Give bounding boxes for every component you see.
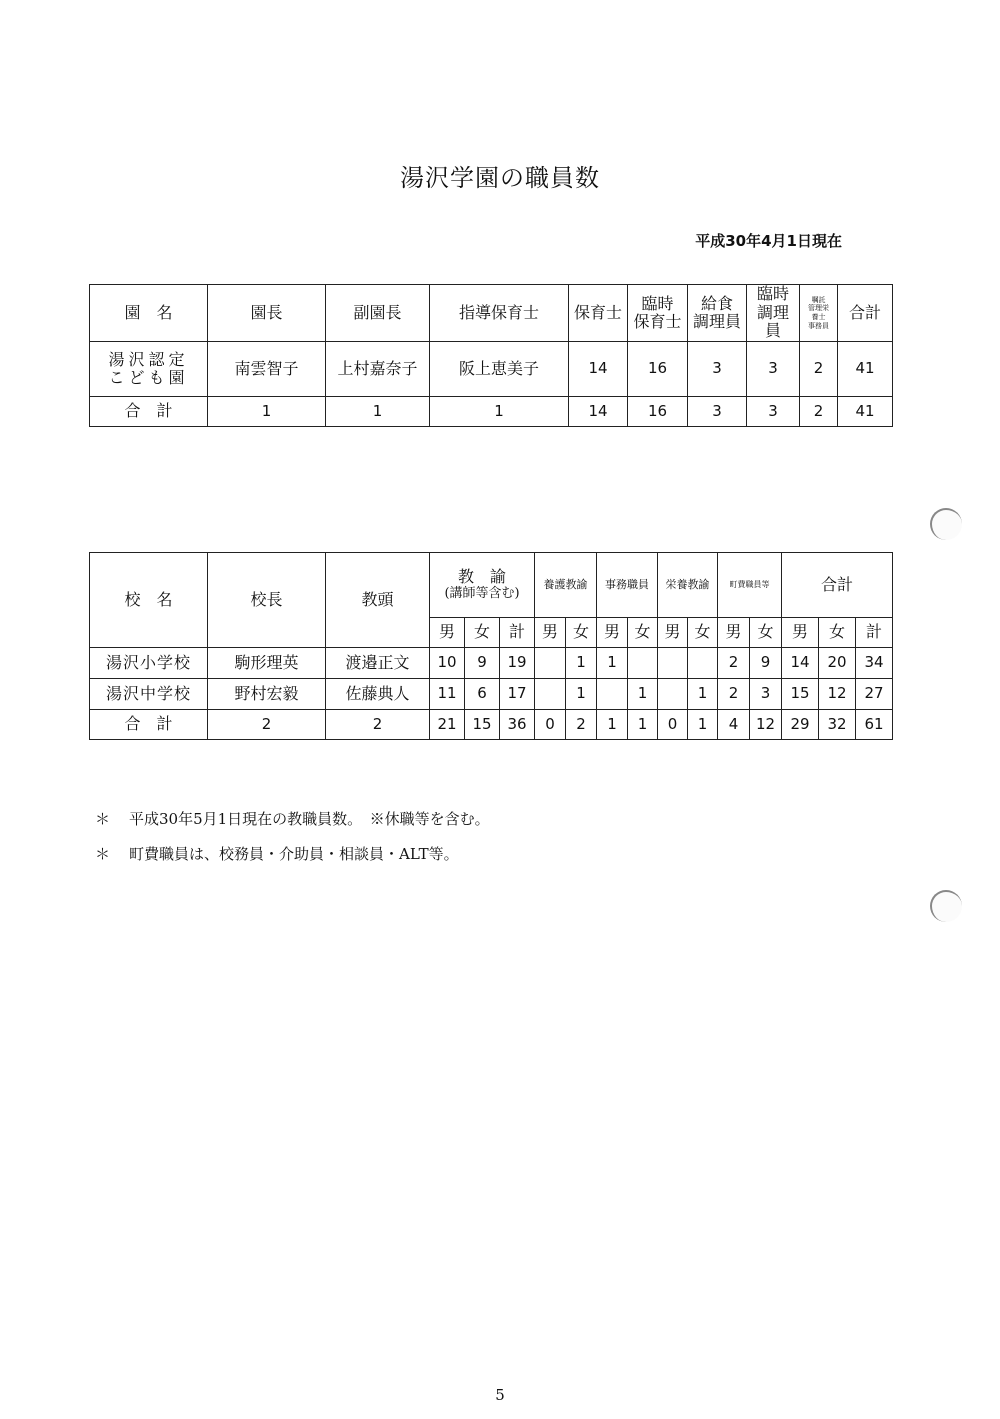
cell-nurse-female: 1 bbox=[566, 679, 597, 710]
header-principal: 校長 bbox=[208, 553, 326, 648]
cell-nurse-male bbox=[535, 648, 566, 679]
kindergarten-teacher: 14 bbox=[569, 342, 628, 397]
header-teachers-line1: 教 諭 bbox=[458, 567, 507, 587]
cell-total-sum: 34 bbox=[856, 648, 893, 679]
cell-town-male: 4 bbox=[718, 710, 750, 740]
cell-teacher-male: 10 bbox=[430, 648, 465, 679]
kindergarten-total-temp-cook: 3 bbox=[747, 397, 800, 427]
school-vice-principal: 渡邉正文 bbox=[326, 648, 430, 679]
cell-nutrition-female: 1 bbox=[688, 679, 718, 710]
kindergarten-total: 41 bbox=[838, 342, 893, 397]
cell-office-male: 1 bbox=[597, 710, 628, 740]
kindergarten-total-teacher: 14 bbox=[569, 397, 628, 427]
kindergarten-name bbox=[90, 342, 208, 397]
cell-town-male: 2 bbox=[718, 648, 750, 679]
table-row bbox=[90, 679, 893, 710]
header-temp-cook-line3: 員 bbox=[764, 321, 781, 341]
kindergarten-director: 南雲智子 bbox=[208, 342, 326, 397]
header-temp-cook-line1: 臨時 bbox=[756, 284, 789, 304]
header-cook-line1: 給食 bbox=[700, 293, 733, 313]
header-name: 園 名 bbox=[90, 285, 208, 342]
sub-total-female: 女 bbox=[819, 618, 856, 648]
cell-teacher-female: 15 bbox=[465, 710, 500, 740]
header-school-total: 合計 bbox=[782, 553, 893, 618]
school-total-label: 合 計 bbox=[90, 710, 208, 740]
cell-nutrition-female bbox=[688, 648, 718, 679]
header-temp-cook-line2: 調理 bbox=[756, 302, 789, 322]
cell-town-male: 2 bbox=[718, 679, 750, 710]
cell-nutrition-male bbox=[658, 648, 688, 679]
header-nutrition: 栄養教諭 bbox=[658, 553, 718, 618]
cell-nurse-male: 0 bbox=[535, 710, 566, 740]
sub-total-male: 男 bbox=[782, 618, 819, 648]
punch-hole-icon bbox=[930, 508, 962, 540]
kindergarten-name-line2: こども園 bbox=[108, 368, 189, 387]
school-name: 湯沢中学校 bbox=[90, 679, 208, 710]
sub-nutrition-male: 男 bbox=[658, 618, 688, 648]
cell-teacher-sum: 19 bbox=[500, 648, 535, 679]
school-total-principal: 2 bbox=[208, 710, 326, 740]
header-lead-teacher: 指導保育士 bbox=[430, 285, 569, 342]
header-temp-cook bbox=[747, 285, 800, 342]
header-cook-line2: 調理員 bbox=[692, 312, 741, 331]
kindergarten-total-cook: 3 bbox=[688, 397, 747, 427]
kindergarten-vice-director: 上村嘉奈子 bbox=[326, 342, 430, 397]
kindergarten-temp-teacher: 16 bbox=[628, 342, 688, 397]
kindergarten-total-contract: 2 bbox=[800, 397, 838, 427]
kindergarten-temp-cook: 3 bbox=[747, 342, 800, 397]
school-total-row bbox=[90, 710, 893, 740]
kindergarten-total-total: 41 bbox=[838, 397, 893, 427]
cell-total-female: 12 bbox=[819, 679, 856, 710]
school-principal: 駒形理英 bbox=[208, 648, 326, 679]
cell-office-female: 1 bbox=[628, 710, 658, 740]
kindergarten-contract: 2 bbox=[800, 342, 838, 397]
header-temp-teacher-line1: 臨時 bbox=[641, 293, 674, 313]
kindergarten-row bbox=[90, 342, 893, 397]
school-principal: 野村宏毅 bbox=[208, 679, 326, 710]
sub-teacher-sum: 計 bbox=[500, 618, 535, 648]
cell-town-female: 9 bbox=[750, 648, 782, 679]
cell-town-female: 12 bbox=[750, 710, 782, 740]
cell-nutrition-male bbox=[658, 679, 688, 710]
cell-nutrition-male: 0 bbox=[658, 710, 688, 740]
header-director: 園長 bbox=[208, 285, 326, 342]
school-header-row bbox=[90, 553, 893, 618]
sub-office-female: 女 bbox=[628, 618, 658, 648]
kindergarten-name-line1: 湯沢認定 bbox=[108, 349, 189, 369]
note-1-text: 平成30年5月1日現在の教職員数。 ※休職等を含む。 bbox=[129, 810, 490, 828]
cell-total-sum: 27 bbox=[856, 679, 893, 710]
sub-nutrition-female: 女 bbox=[688, 618, 718, 648]
sub-teacher-male: 男 bbox=[430, 618, 465, 648]
cell-total-male: 15 bbox=[782, 679, 819, 710]
header-office: 事務職員 bbox=[597, 553, 658, 618]
header-teachers-line2: (講師等含む) bbox=[444, 585, 520, 601]
header-teacher: 保育士 bbox=[569, 285, 628, 342]
header-vice-director: 副園長 bbox=[326, 285, 430, 342]
cell-teacher-female: 9 bbox=[465, 648, 500, 679]
header-temp-teacher bbox=[628, 285, 688, 342]
kindergarten-total-vice-director: 1 bbox=[326, 397, 430, 427]
page-title: 湯沢学園の職員数 bbox=[400, 164, 600, 192]
header-total: 合計 bbox=[838, 285, 893, 342]
header-cook bbox=[688, 285, 747, 342]
header-school-name: 校 名 bbox=[90, 553, 208, 648]
note-1-mark: ＊ bbox=[95, 810, 111, 828]
cell-total-sum: 61 bbox=[856, 710, 893, 740]
cell-office-female: 1 bbox=[628, 679, 658, 710]
header-contract-line1: 嘱託 bbox=[811, 295, 826, 304]
kindergarten-total-lead-teacher: 1 bbox=[430, 397, 569, 427]
school-vice-principal: 佐藤典人 bbox=[326, 679, 430, 710]
header-contract-line4: 事務員 bbox=[808, 321, 829, 330]
school-name: 湯沢小学校 bbox=[90, 648, 208, 679]
sub-total-sum: 計 bbox=[856, 618, 893, 648]
kindergarten-total-label: 合 計 bbox=[90, 397, 208, 427]
cell-nurse-female: 1 bbox=[566, 648, 597, 679]
kindergarten-cook: 3 bbox=[688, 342, 747, 397]
sub-nurse-female: 女 bbox=[566, 618, 597, 648]
kindergarten-staff-table bbox=[89, 284, 893, 427]
note-2-mark: ＊ bbox=[95, 845, 111, 863]
kindergarten-total-row bbox=[90, 397, 893, 427]
cell-office-male: 1 bbox=[597, 648, 628, 679]
sub-office-male: 男 bbox=[597, 618, 628, 648]
cell-office-female bbox=[628, 648, 658, 679]
school-staff-table bbox=[89, 552, 893, 740]
kindergarten-total-temp-teacher: 16 bbox=[628, 397, 688, 427]
kindergarten-lead-teacher: 阪上恵美子 bbox=[430, 342, 569, 397]
cell-teacher-sum: 36 bbox=[500, 710, 535, 740]
cell-nurse-male bbox=[535, 679, 566, 710]
as-of-date: 平成30年4月1日現在 bbox=[695, 232, 842, 250]
sub-nurse-male: 男 bbox=[535, 618, 566, 648]
note-2 bbox=[95, 843, 459, 864]
cell-teacher-male: 21 bbox=[430, 710, 465, 740]
cell-nurse-female: 2 bbox=[566, 710, 597, 740]
cell-total-male: 14 bbox=[782, 648, 819, 679]
table-row bbox=[90, 648, 893, 679]
header-contract-line3: 養士 bbox=[811, 313, 826, 321]
kindergarten-header-row bbox=[90, 285, 893, 342]
cell-town-female: 3 bbox=[750, 679, 782, 710]
note-1 bbox=[95, 808, 490, 829]
cell-teacher-male: 11 bbox=[430, 679, 465, 710]
note-2-text: 町費職員は、校務員・介助員・相談員・ALT等。 bbox=[129, 845, 459, 863]
header-teachers bbox=[430, 553, 535, 618]
cell-teacher-sum: 17 bbox=[500, 679, 535, 710]
cell-teacher-female: 6 bbox=[465, 679, 500, 710]
kindergarten-total-director: 1 bbox=[208, 397, 326, 427]
sub-town-male: 男 bbox=[718, 618, 750, 648]
sub-teacher-female: 女 bbox=[465, 618, 500, 648]
cell-total-female: 32 bbox=[819, 710, 856, 740]
page-number: 5 bbox=[495, 1386, 505, 1404]
header-vice-principal: 教頭 bbox=[326, 553, 430, 648]
header-contract bbox=[800, 285, 838, 342]
header-temp-teacher-line2: 保育士 bbox=[633, 312, 682, 331]
cell-office-male bbox=[597, 679, 628, 710]
header-nurse: 養護教諭 bbox=[535, 553, 597, 618]
header-town-staff: 町費職員等 bbox=[718, 553, 782, 618]
header-contract-line2: 管理栄 bbox=[808, 304, 829, 313]
punch-hole-icon bbox=[930, 890, 962, 922]
sub-town-female: 女 bbox=[750, 618, 782, 648]
school-total-vice-principal: 2 bbox=[326, 710, 430, 740]
cell-nutrition-female: 1 bbox=[688, 710, 718, 740]
cell-total-female: 20 bbox=[819, 648, 856, 679]
cell-total-male: 29 bbox=[782, 710, 819, 740]
